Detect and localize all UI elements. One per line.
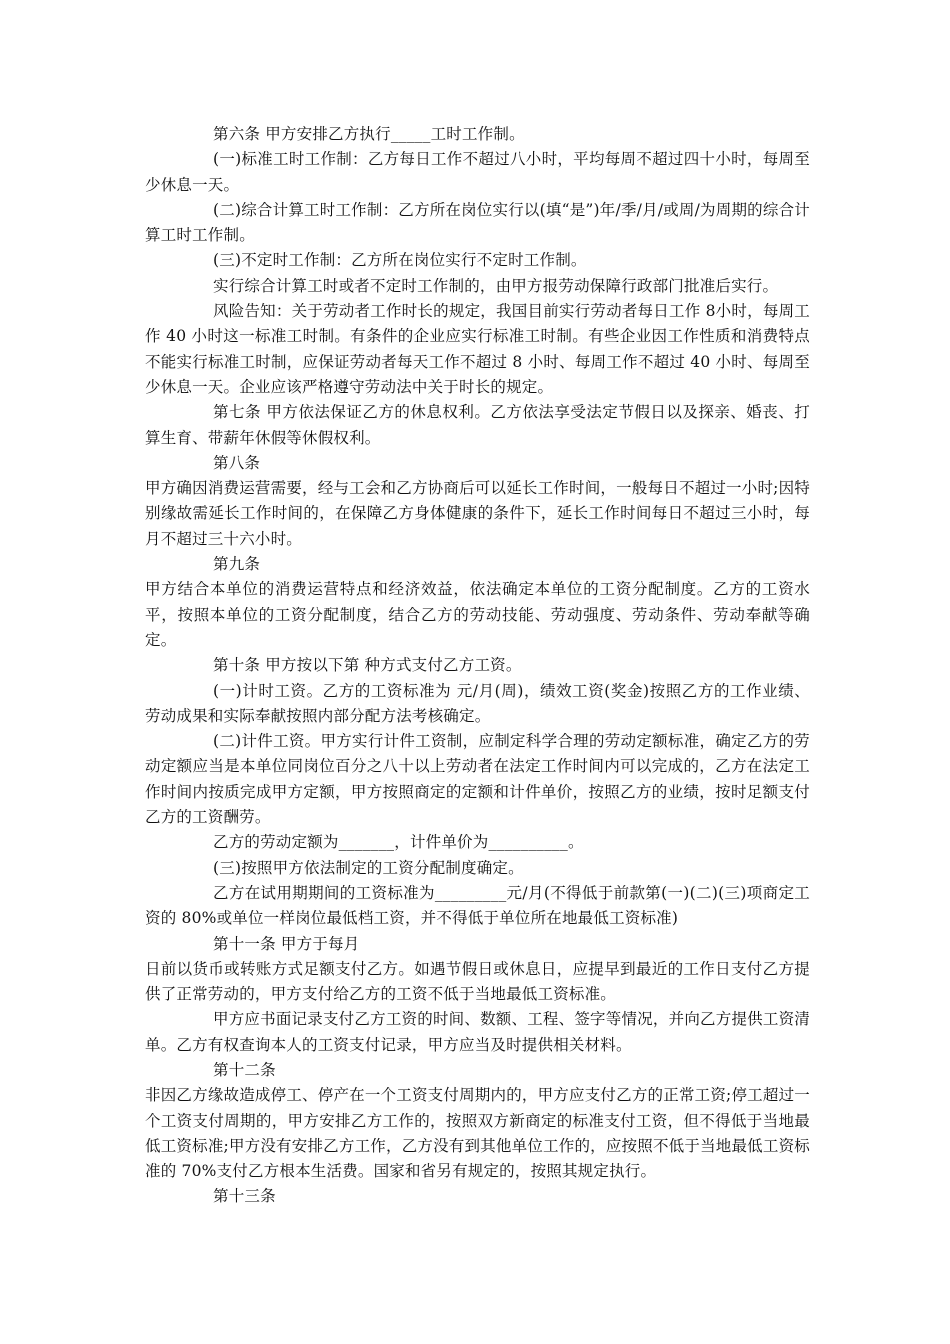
article-12-heading: 第十二条 xyxy=(213,1060,276,1079)
article-7-paragraph: 第七条 甲方依法保证乙方的休息权利。乙方依法享受法定节假日以及探亲、婚丧、打算生育、带薪年休假等休假权利。 xyxy=(145,403,810,447)
approval-paragraph: 实行综合计算工时或者不定时工作制的，由甲方报劳动保障行政部门批准后实行。 xyxy=(213,276,779,295)
article-9-heading: 第九条 xyxy=(213,555,261,574)
payment-method-paragraph: 日前以货币或转账方式足额支付乙方。如遇节假日或休息日，应提早到最近的工作日支付乙方提供了正常劳动的，甲方支付给乙方的工资不低于当地最低工资标准。 xyxy=(145,959,810,1004)
article-8-heading: 第八条 xyxy=(213,453,261,472)
article-6-paragraph: 第六条 甲方安排乙方执行_____工时工作制。 xyxy=(213,125,525,143)
wage-system-paragraph: (三)按照甲方依法制定的工资分配制度确定。 xyxy=(213,858,524,877)
article-9-paragraph: 甲方结合本单位的消费运营特点和经济效益，依法确定本单位的工资分配制度。乙方的工资水平，按照本单位的工资分配制度，结合乙方的劳动技能、劳动强度、劳动条件、劳动奉献等确定。 xyxy=(145,580,810,649)
article-12-paragraph: 非因乙方缘故造成停工、停产在一个工资支付周期内的，甲方应支付乙方的正常工资;停工超过一个工资支付周期的，甲方安排乙方工作的，按照双方新商定的标准支付工资，但不得低于当地最低工资标准;甲方没有安排乙方工作，乙方没有到其他单位工作的，应按照不低于当地最低工资标准的 70%支付乙方根本生活费。国家和省另有规定的，按照其规定执行。 xyxy=(145,1086,810,1181)
wage-record-paragraph: 甲方应书面记录支付乙方工资的时间、数额、工程、签字等情况，并向乙方提供工资清单。乙方有权查询本人的工资支付记录，甲方应当及时提供相关材料。 xyxy=(145,1010,810,1054)
document-body xyxy=(145,122,810,1210)
comprehensive-hours-paragraph: (二)综合计算工时工作制：乙方所在岗位实行以(填“是”)年/季/月/或周/为周期的综合计算工时工作制。 xyxy=(145,200,810,245)
probation-wage-paragraph: 乙方在试用期期间的工资标准为_________元/月(不得低于前款第(一)(二)(三)项商定工资的 80%或单位一样岗位最低档工资，并不得低于单位所在地最低工资标准) xyxy=(145,883,810,928)
standard-hours-paragraph: (一)标准工时工作制：乙方每日工作不超过八小时，平均每周不超过四十小时，每周至少休息一天。 xyxy=(145,150,810,194)
article-11-paragraph: 第十一条 甲方于每月 xyxy=(213,934,360,953)
piece-wage-paragraph: (二)计件工资。甲方实行计件工资制，应制定科学合理的劳动定额标准，确定乙方的劳动定额应当是本单位同岗位百分之八十以上劳动者在法定工作时间内可以完成的，乙方在法定工作时间内按质完成甲方定额，甲方按照商定的定额和计件单价，按照乙方的业绩，按时足额支付乙方的工资酬劳。 xyxy=(145,732,810,827)
risk-notice-paragraph: 风险告知：关于劳动者工作时长的规定，我国目前实行劳动者每日工作 8小时，每周工作 40 小时这一标准工时制。有条件的企业应实行标准工时制。有些企业因工作性质和消费特点不能实行标准工时制，应保证劳动者每天工作不超过 8 小时、每周工作不超过 40 小时、每周至少休息一天。企业应该严格遵守劳动法中关于时长的规定。 xyxy=(145,302,810,396)
flexible-hours-paragraph: (三)不定时工作制：乙方所在岗位实行不定时工作制。 xyxy=(213,251,587,270)
hourly-wage-paragraph: (一)计时工资。乙方的工资标准为 元/月(周)，绩效工资(奖金)按照乙方的工作业绩、劳动成果和实际奉献按照内部分配方法考核确定。 xyxy=(145,681,810,725)
article-13-heading: 第十三条 xyxy=(213,1187,276,1206)
article-8-paragraph: 甲方确因消费运营需要，经与工会和乙方协商后可以延长工作时间，一般每日不超过一小时;因特别缘故需延长工作时间的，在保障乙方身体健康的条件下，延长工作时间每日不超过三小时，每月不超过三十六小时。 xyxy=(145,479,810,548)
article-10-paragraph: 第十条 甲方按以下第 种方式支付乙方工资。 xyxy=(213,656,522,675)
quota-paragraph: 乙方的劳动定额为_______，计件单价为__________。 xyxy=(213,833,584,852)
